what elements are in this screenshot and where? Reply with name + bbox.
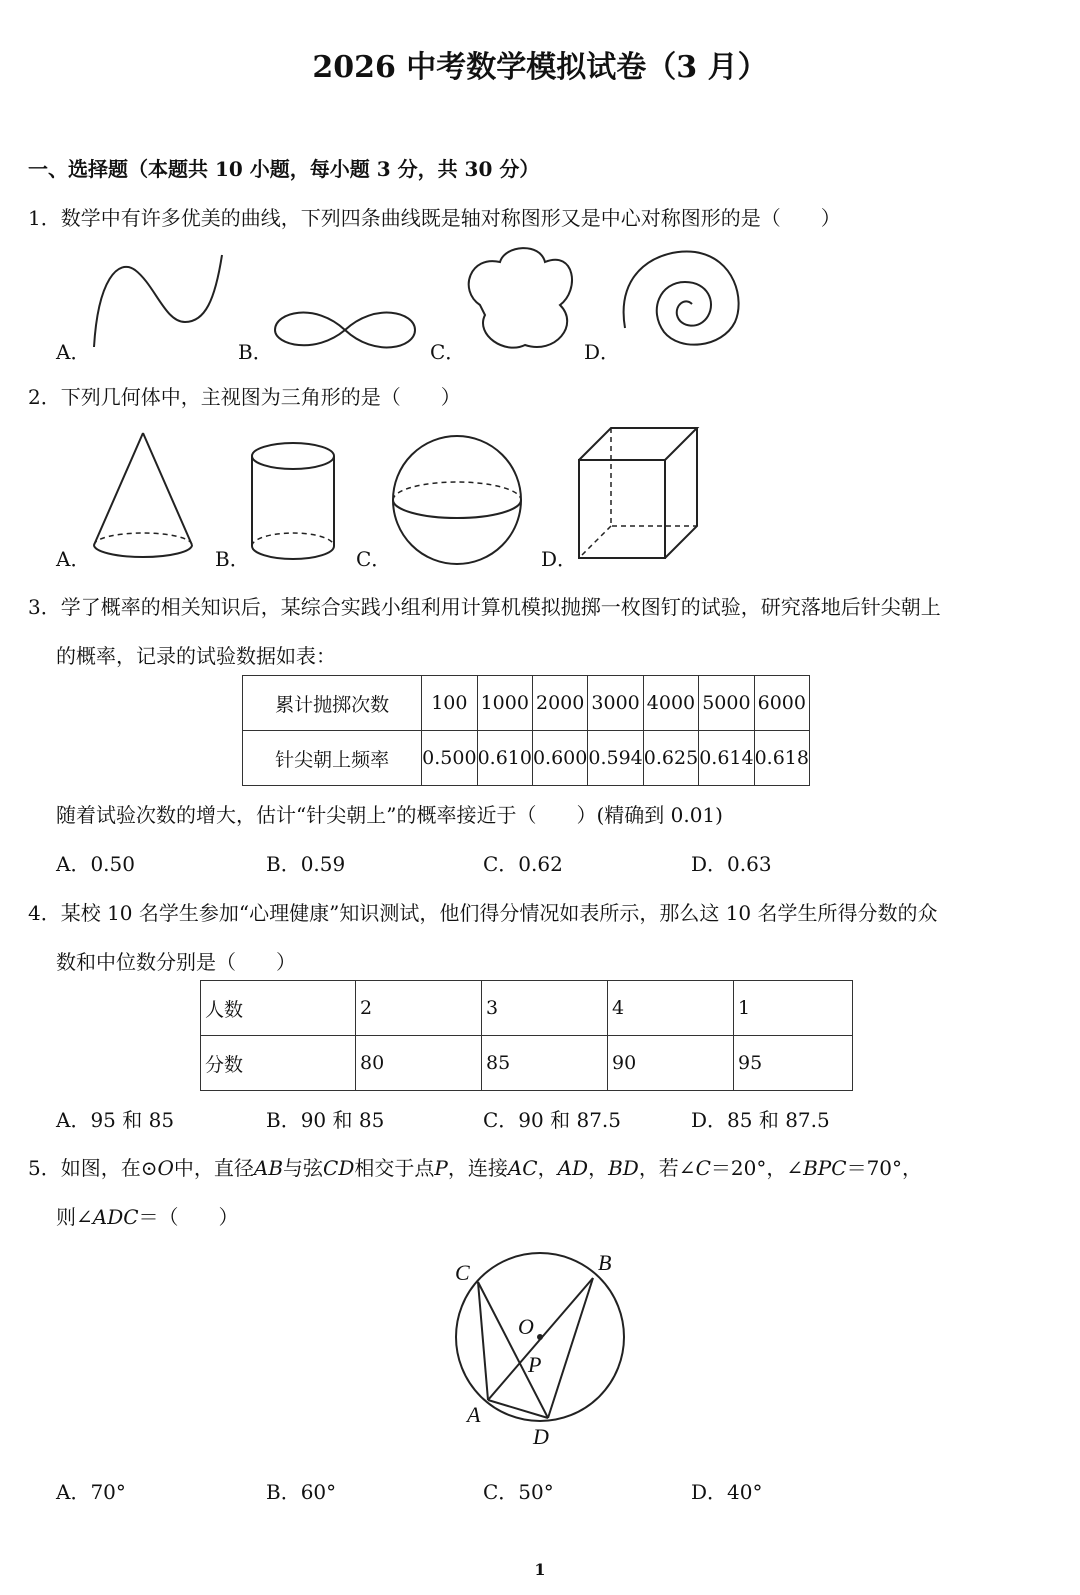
q3-option-a[interactable]: A．0.50: [56, 852, 135, 876]
q4-option-d[interactable]: D．85 和 87.5: [691, 1108, 830, 1132]
q3-option-b[interactable]: B．0.59: [266, 852, 346, 876]
q5-var-c: C: [695, 1156, 711, 1180]
q5-text: ＝20°，∠: [710, 1156, 804, 1180]
q4-cell: 3: [482, 981, 608, 1036]
q5-var-p: P: [434, 1156, 448, 1180]
q1-option-d[interactable]: D．: [584, 340, 621, 364]
q3-cell: 5000: [699, 676, 754, 731]
q5-var-cd: CD: [323, 1156, 355, 1180]
q1-stem: 1．数学中有许多优美的曲线，下列四条曲线既是轴对称图形又是中心对称图形的是（ ）: [28, 206, 841, 230]
q3-row2-header: 针尖朝上频率: [243, 731, 422, 786]
q3-cell: 0.610: [477, 731, 532, 786]
q5-label-c: C: [455, 1260, 470, 1285]
q4-cell: 2: [356, 981, 482, 1036]
q3-option-d[interactable]: D．0.63: [691, 852, 772, 876]
q3-cell: 0.625: [643, 731, 698, 786]
q3-cell: 3000: [588, 676, 643, 731]
q5-text: 5．如图，在⊙: [28, 1156, 158, 1180]
q4-cell: 95: [734, 1036, 853, 1091]
q4-option-a[interactable]: A．95 和 85: [56, 1108, 175, 1132]
q5-var-adc: ADC: [92, 1205, 139, 1229]
q5-text: ＝（ ）: [138, 1205, 239, 1229]
q5-label-d: D: [533, 1424, 549, 1449]
q2-option-d[interactable]: D．: [541, 547, 578, 571]
q5-var-o: O: [157, 1156, 174, 1180]
q5-var-ab: AB: [253, 1156, 284, 1180]
q5-option-a[interactable]: A．70°: [56, 1480, 126, 1504]
q5-text: ＝70°，: [846, 1156, 923, 1180]
q2-stem: 2．下列几何体中，主视图为三角形的是（ ）: [28, 385, 461, 409]
q3-cell: 0.594: [588, 731, 643, 786]
q4-option-c[interactable]: C．90 和 87.5: [483, 1108, 621, 1132]
q5-text: 中，直径: [173, 1156, 254, 1180]
q3-stem-line2: 的概率，记录的试验数据如表：: [56, 644, 336, 668]
q5-label-o: O: [518, 1314, 534, 1339]
q2-option-b[interactable]: B．: [215, 547, 250, 571]
q3-cell: 0.500: [422, 731, 477, 786]
q3-cell: 0.600: [532, 731, 587, 786]
q4-option-b[interactable]: B．90 和 85: [266, 1108, 385, 1132]
q3-follow-up: 随着试验次数的增大，估计“针尖朝上”的概率接近于（ ）(精确到 0.01): [56, 803, 723, 827]
q5-option-c[interactable]: C．50°: [483, 1480, 554, 1504]
q4-stem-line1: 4．某校 10 名学生参加“心理健康”知识测试，他们得分情况如表所示，那么这 10 名学生所得分数的众: [28, 901, 938, 925]
q3-cell: 0.614: [699, 731, 754, 786]
q5-option-d[interactable]: D．40°: [691, 1480, 763, 1504]
q4-cell: 1: [734, 981, 853, 1036]
q3-cell: 0.618: [754, 731, 809, 786]
q4-cell: 85: [482, 1036, 608, 1091]
q3-cell: 2000: [532, 676, 587, 731]
q5-var-ac: AC: [507, 1156, 538, 1180]
q3-cell: 100: [422, 676, 477, 731]
q5-text: 则∠: [56, 1205, 93, 1229]
q5-var-ad: AD: [557, 1156, 589, 1180]
q3-option-c[interactable]: C．0.62: [483, 852, 563, 876]
q5-label-a: A: [467, 1402, 481, 1427]
q5-text: ，连接: [447, 1156, 508, 1180]
q4-cell: 80: [356, 1036, 482, 1091]
q3-cell: 1000: [477, 676, 532, 731]
q5-text: ，若∠: [638, 1156, 696, 1180]
q5-text: 与弦: [283, 1156, 324, 1180]
q4-cell: 90: [608, 1036, 734, 1091]
q1-option-b[interactable]: B．: [238, 340, 273, 364]
q3-cell: 6000: [754, 676, 809, 731]
q3-stem-line1: 3．学了概率的相关知识后，某综合实践小组利用计算机模拟抛掷一枚图钉的试验，研究落地后针尖朝上: [28, 595, 941, 619]
q1-option-a[interactable]: A．: [56, 340, 91, 364]
q5-var-bpc: BPC: [803, 1156, 847, 1180]
q5-sep: ，: [537, 1156, 558, 1180]
q2-option-a[interactable]: A．: [56, 547, 91, 571]
q4-stem-line2: 数和中位数分别是（ ）: [56, 950, 296, 974]
q2-option-c[interactable]: C．: [356, 547, 392, 571]
q5-text: 相交于点: [354, 1156, 435, 1180]
q5-label-b: B: [598, 1250, 612, 1275]
q4-row1-header: 人数: [201, 981, 356, 1036]
page-number: 1: [534, 1560, 546, 1579]
q1-option-c[interactable]: C．: [430, 340, 466, 364]
paper-title: 2026 中考数学模拟试卷（3 月）: [312, 50, 768, 85]
q3-cell: 4000: [643, 676, 698, 731]
q4-cell: 4: [608, 981, 734, 1036]
q4-row2-header: 分数: [201, 1036, 356, 1091]
q5-option-b[interactable]: B．60°: [266, 1480, 337, 1504]
q3-row1-header: 累计抛掷次数: [243, 676, 422, 731]
q5-label-p: P: [528, 1352, 542, 1377]
section-heading: 一、选择题（本题共 10 小题，每小题 3 分，共 30 分）: [28, 157, 540, 181]
q5-sep: ，: [588, 1156, 609, 1180]
q5-var-bd: BD: [608, 1156, 639, 1180]
